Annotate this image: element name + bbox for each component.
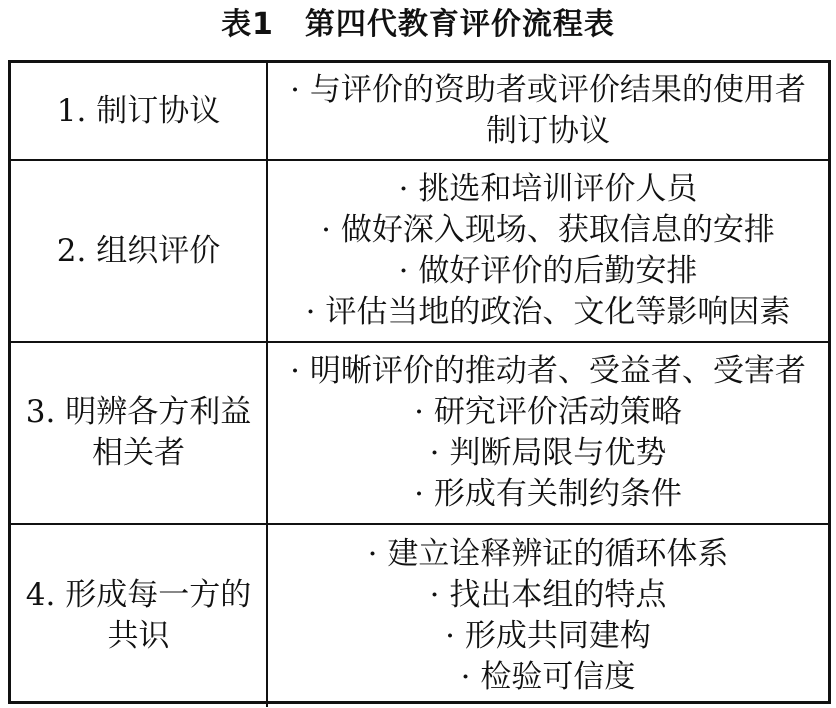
stage-label: 2. 组织评价 bbox=[56, 232, 221, 269]
items-cell bbox=[267, 63, 828, 160]
list-item: · 挑选和培训评价人员 bbox=[398, 171, 698, 207]
list-item: · 与评价的资助者或评价结果的使用者 bbox=[290, 72, 806, 108]
table-row bbox=[11, 160, 828, 342]
list-item: · 研究评价活动策略 bbox=[414, 394, 682, 430]
items-cell bbox=[267, 342, 828, 524]
items-cell bbox=[267, 160, 828, 342]
list-item: 制订协议 bbox=[486, 113, 610, 149]
list-item: · 找出本组的特点 bbox=[429, 577, 667, 613]
table-title: 表1 第四代教育评价流程表 bbox=[221, 7, 615, 42]
list-item: · 做好深入现场、获取信息的安排 bbox=[321, 212, 775, 248]
table-row bbox=[11, 524, 828, 707]
list-item: · 形成共同建构 bbox=[445, 618, 651, 654]
stage-cell bbox=[11, 63, 267, 160]
process-table bbox=[8, 60, 831, 704]
table-row bbox=[11, 342, 828, 524]
stage-label: 1. 制订协议 bbox=[56, 92, 221, 129]
list-item: · 评估当地的政治、文化等影响因素 bbox=[305, 294, 791, 330]
list-item: · 明晰评价的推动者、受益者、受害者 bbox=[290, 353, 806, 389]
stage-cell bbox=[11, 342, 267, 524]
table-row bbox=[11, 63, 828, 160]
items-cell bbox=[267, 524, 828, 707]
stage-label: 3. 明辨各方利益相关者 bbox=[25, 394, 252, 471]
stage-cell bbox=[11, 524, 267, 707]
list-item: · 建立诠释辨证的循环体系 bbox=[367, 536, 729, 572]
list-item: · 判断局限与优势 bbox=[429, 435, 667, 471]
stage-cell bbox=[11, 160, 267, 342]
list-item: · 形成有关制约条件 bbox=[414, 476, 682, 512]
list-item: · 做好评价的后勤安排 bbox=[398, 253, 698, 289]
list-item: · 检验可信度 bbox=[460, 659, 636, 695]
stage-label: 4. 形成每一方的共识 bbox=[25, 577, 252, 654]
